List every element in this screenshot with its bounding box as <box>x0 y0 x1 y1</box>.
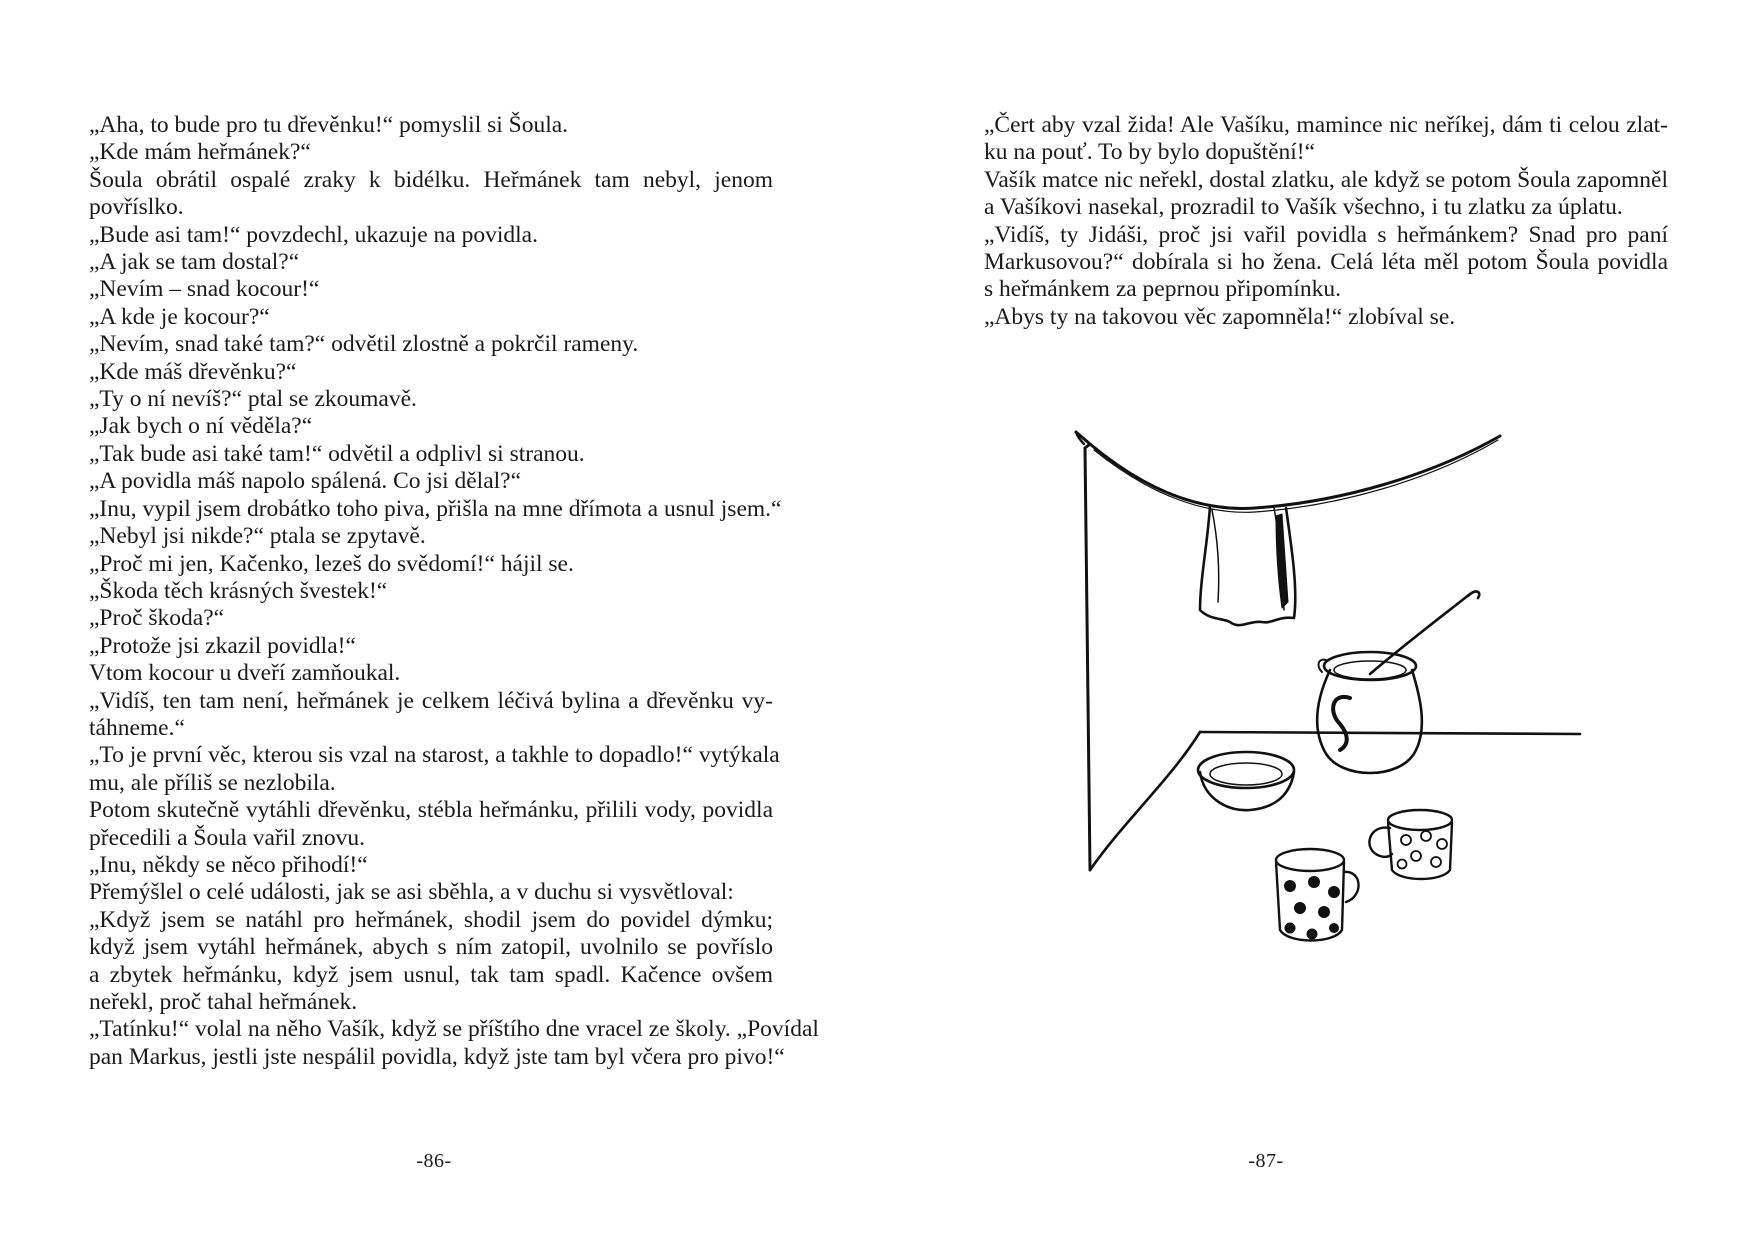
jug-body <box>1317 670 1422 773</box>
clothesline <box>1090 436 1500 508</box>
text-line: „Tatínku!“ volal na něho Vašík, když se příštího dne vracel ze školy. „Povídal <box>89 1016 819 1043</box>
text-line: „Nevím – snad kocour!“ <box>89 276 320 303</box>
text-line: Šoula obrátil ospalé zraky k bidélku. Heřmánek tam nebyl, jenom <box>89 166 773 193</box>
jug-handle <box>1333 697 1350 750</box>
mug-two-handle <box>1344 872 1359 902</box>
text-line: „Tak bude asi také tam!“ odvětil a odplivl si stranou. <box>89 440 585 467</box>
text-line: a zbytek heřmánku, když jsem usnul, tak tam spadl. Kačence ovšem <box>89 961 773 988</box>
text-line: přecedili a Šoula vařil znovu. <box>89 824 366 851</box>
mug-one-rim <box>1388 810 1452 830</box>
text-line: „Aha, to bude pro tu dřevěnku!“ pomyslil si Šoula. <box>89 112 569 138</box>
right-page-text <box>984 112 1668 331</box>
jug-spoon-head <box>1468 592 1479 598</box>
text-line: „Vidíš, ten tam není, heřmánek je celkem léčivá bylina a dřevěnku vy- <box>89 687 773 714</box>
text-line: Potom skutečně vytáhli dřevěnku, stébla heřmánku, přilili vody, povidla <box>89 797 773 824</box>
text-line: s heřmánkem za peprnou připomínku. <box>984 276 1341 303</box>
text-line: „A kde je kocour?“ <box>89 303 270 330</box>
hanging-cloth-fold <box>1212 510 1219 602</box>
text-line: „To je první věc, kterou sis vzal na starost, a takhle to dopadlo!“ vytýkala <box>89 742 780 769</box>
text-line: neřekl, proč tahal heřmánek. <box>89 989 358 1015</box>
text-line: „Škoda těch krásných švestek!“ <box>89 577 388 604</box>
text-line: „Když jsem se natáhl pro heřmánek, shodil jsem do povidel dýmku; <box>89 906 773 933</box>
text-line: „Nebyl jsi nikde?“ ptala se zpytavě. <box>89 523 426 550</box>
text-line: „Ty o ní nevíš?“ ptal se zkoumavě. <box>89 386 417 413</box>
text-line: pan Markus, jestli jste nespálil povidla, když jste tam byl včera pro pivo!“ <box>89 1043 785 1070</box>
text-line: „A jak se tam dostal?“ <box>89 249 300 276</box>
text-line: mu, ale příliš se nezlobila. <box>89 769 336 796</box>
jug-spoon <box>1370 594 1470 674</box>
clothesline-second <box>1094 440 1498 512</box>
text-line: „Protože jsi zkazil povidla!“ <box>89 632 356 659</box>
text-line: Vašík matce nic neřekl, dostal zlatku, ale když se potom Šoula zapomněl <box>984 166 1668 193</box>
text-line: táhneme.“ <box>89 714 185 741</box>
text-line: „Vidíš, ty Jidáši, proč jsi vařil povidla s heřmánkem? Snad pro paní <box>984 221 1668 248</box>
text-line: „Proč škoda?“ <box>89 605 225 632</box>
bowl-inner <box>1210 763 1282 785</box>
text-line: ku na pouť. To by bylo dopuštění!“ <box>984 139 1316 166</box>
table-edge-front <box>1090 732 1200 870</box>
table-edge-back <box>1200 732 1580 734</box>
text-line: „Proč mi jen, Kačenko, lezeš do svědomí!“ hájil se. <box>89 550 574 577</box>
text-line: „A povidla máš napolo spálená. Co jsi dělal?“ <box>89 468 522 495</box>
text-line: „Inu, někdy se něco přihodí!“ <box>89 851 368 878</box>
text-line: Přemýšlel o celé události, jak se asi sběhla, a v duchu si vysvětloval: <box>89 879 734 906</box>
text-line: Markusovou?“ dobírala si ho žena. Celá léta měl potom Šoula povidla <box>984 249 1668 276</box>
jug-rim-inner <box>1334 661 1406 679</box>
mug-two-rim <box>1276 849 1344 871</box>
text-line: „Jak bych o ní věděla?“ <box>89 413 313 440</box>
text-line: „Inu, vypil jsem drobátko toho piva, přišla na mne dřímota a usnul jsem.“ <box>89 495 782 522</box>
left-page-text <box>89 112 819 1071</box>
ink-drawing-icon <box>1050 340 1650 1020</box>
hanging-cloth-shadow <box>1276 514 1288 608</box>
text-line: povříslko. <box>89 194 184 221</box>
text-line: „Nevím, snad také tam?“ odvětil zlostně a pokrčil rameny. <box>89 331 639 358</box>
text-line: „Čert aby vzal žida! Ale Vašíku, mamince nic neříkej, dám ti celou zlat- <box>984 112 1668 138</box>
text-line: a Vašíkovi nasekal, prozradil to Vašík všechno, i tu zlatku za úplatu. <box>984 194 1623 221</box>
text-line: „Kde máš dřevěnku?“ <box>89 358 297 385</box>
left-page <box>0 0 874 1241</box>
right-page-number: -87- <box>1248 1150 1284 1172</box>
text-line: „Kde mám heřmánek?“ <box>89 139 311 166</box>
text-line: když jsem vytáhl heřmánek, abych s ním zatopil, uvolnilo se povříslo <box>89 934 773 961</box>
text-line: „Bude asi tam!“ povzdechl, ukazuje na povidla. <box>89 221 538 248</box>
wall-line <box>1076 432 1090 870</box>
text-line: Vtom kocour u dveří zamňoukal. <box>89 660 401 687</box>
left-page-number: -86- <box>416 1150 452 1172</box>
text-line: „Abys ty na takovou věc zapomněla!“ zlobíval se. <box>984 303 1456 330</box>
